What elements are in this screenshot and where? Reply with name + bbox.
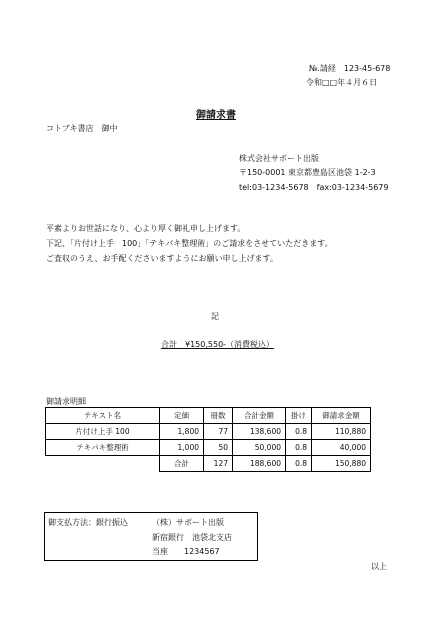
total-line: 合計 ¥150,550-（消費税込） — [161, 340, 275, 349]
detail-label: 御請求明細 — [46, 397, 86, 406]
cell-amount: 110,880 — [312, 424, 371, 440]
total-rate: 0.8 — [286, 456, 312, 472]
cell-text-name: 片付け上手 100 — [46, 424, 160, 440]
total-amount: 150,880 — [312, 456, 371, 472]
payment-payee: （株）サポート出版 — [152, 518, 224, 527]
cell-subtotal: 138,600 — [233, 424, 286, 440]
page-title: 御請求書 — [196, 110, 236, 121]
header-price: 定価 — [160, 408, 204, 424]
total-label: 合計 — [160, 456, 204, 472]
table-row — [46, 440, 371, 456]
header-rate: 掛け — [286, 408, 312, 424]
issue-date: 令和□□年４月６日 — [306, 78, 378, 87]
closing-text: 以上 — [371, 562, 387, 571]
table-header-row — [46, 408, 371, 424]
cell-rate: 0.8 — [286, 424, 312, 440]
body-line-2: 下記、「片付け上手 100」「テキパキ整理術」のご請求をさせていただきます。 — [46, 239, 333, 248]
issuer-address: 〒150-0001 東京都豊島区池袋 1-2-3 — [239, 168, 376, 177]
header-subtotal: 合計金額 — [233, 408, 286, 424]
cell-amount: 40,000 — [312, 440, 371, 456]
payment-box — [44, 512, 258, 561]
blank-cell — [46, 456, 160, 472]
payment-account: 当座 1234567 — [152, 547, 220, 556]
ki-heading: 記 — [211, 312, 219, 321]
invoice-table — [45, 407, 371, 472]
cell-price: 1,800 — [160, 424, 204, 440]
issuer-contact: tel:03-1234-5678 fax:03-1234-5679 — [239, 183, 389, 192]
body-line-1: 平素よりお世話になり、心より厚く御礼申し上げます。 — [46, 224, 246, 233]
payment-method: 御支払方法：銀行振込 — [48, 518, 128, 527]
cell-qty: 50 — [204, 440, 233, 456]
cell-qty: 77 — [204, 424, 233, 440]
total-qty: 127 — [204, 456, 233, 472]
body-line-3: ご査収のうえ、お手配くださいますようにお願い申し上げます。 — [46, 254, 278, 263]
cell-text-name: テキパキ整理術 — [46, 440, 160, 456]
cell-rate: 0.8 — [286, 440, 312, 456]
table-row — [46, 424, 371, 440]
header-amount: 御請求金額 — [312, 408, 371, 424]
cell-price: 1,000 — [160, 440, 204, 456]
payment-bank: 新宿銀行 池袋北支店 — [152, 533, 232, 542]
cell-subtotal: 50,000 — [233, 440, 286, 456]
table-total-row — [46, 456, 371, 472]
total-subtotal: 188,600 — [233, 456, 286, 472]
header-text-name: テキスト名 — [46, 408, 160, 424]
doc-number: №.請経 123-45-678 — [309, 64, 391, 73]
recipient: コトブキ書店 御中 — [46, 124, 118, 133]
header-qty: 冊数 — [204, 408, 233, 424]
issuer-company: 株式会社サポート出版 — [239, 154, 319, 163]
